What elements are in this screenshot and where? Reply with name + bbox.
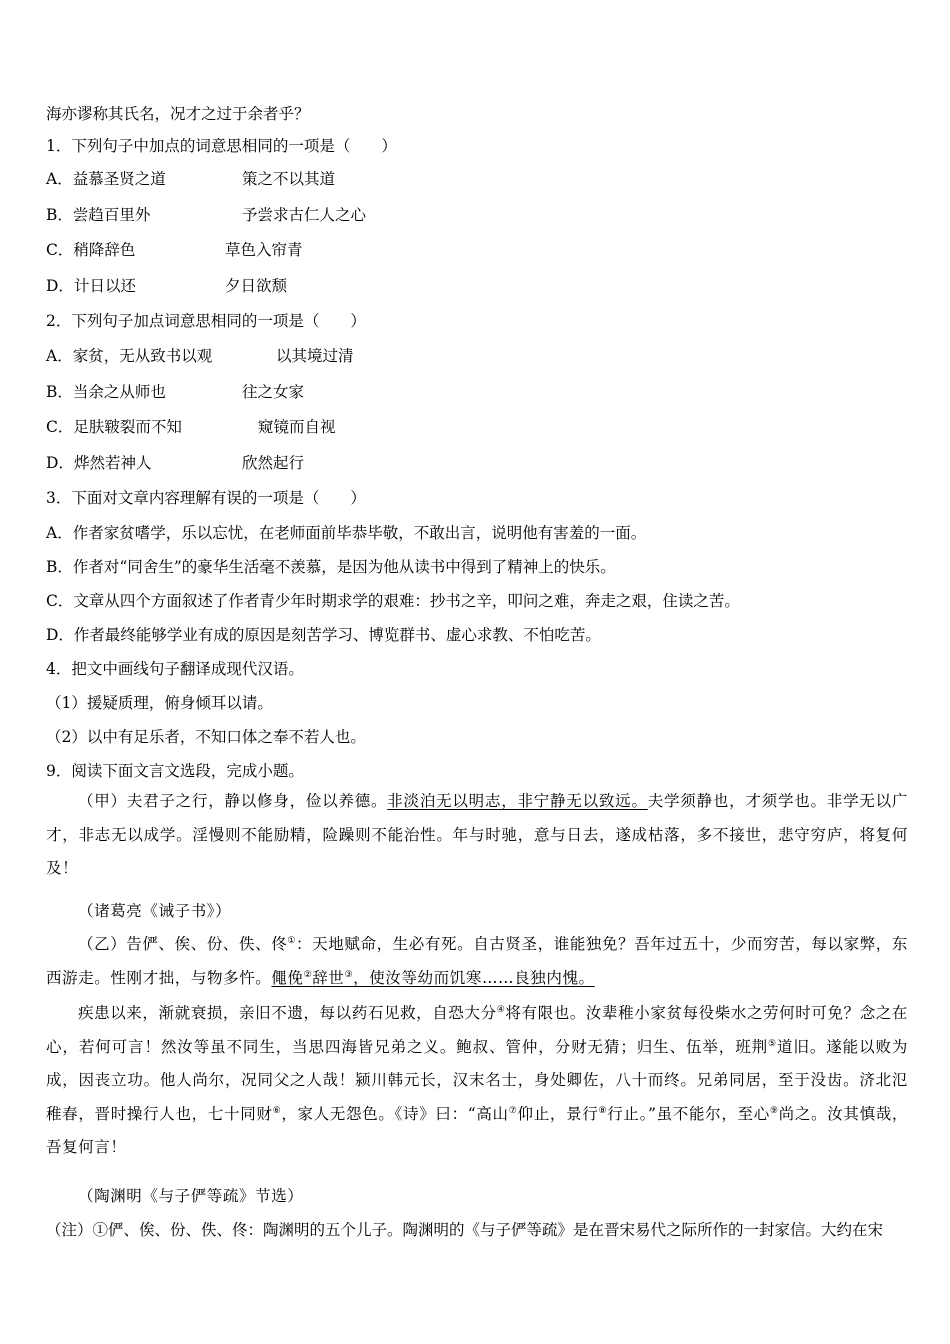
q2-stem: 2．下列句子加点词意思相同的一项是（ ） <box>46 312 366 330</box>
option-text-2: 窥镜而自视 <box>258 418 336 436</box>
footnote-marker: ⑨ <box>769 1105 779 1116</box>
passage-text-a: 疾患以来，渐就衰损，亲旧不遗，每以药石见救，自恐大分 <box>78 1004 497 1022</box>
q1-option-c[interactable] <box>46 240 910 260</box>
option-text-1: 当余之从师也 <box>72 383 166 401</box>
passage-text-g: 尚之。汝其慎哉，吾复何言！ <box>46 1104 909 1156</box>
q3-option-b[interactable]: B．作者对“同舍生”的豪华生活毫不羡慕，是因为他从读书中得到了精神上的快乐。 <box>46 558 616 576</box>
passage-jia-source: （诸葛亮《诫子书》） <box>78 902 232 920</box>
underlined-text-3: ，使汝等幼而饥寒……良独内愧。 <box>353 968 595 987</box>
q1-option-d[interactable] <box>46 276 910 296</box>
option-letter: C． <box>46 241 74 259</box>
passage-text-b: 将有限也。汝辈稚小家贫每役柴水之劳何时可免？念之在心，若何可言！然汝等虽不同生，当思四海皆兄弟之义。鲍叔、管仲，分财无猜；归生、伍举，班荆 <box>46 1004 909 1056</box>
q3-stem: 3．下面对文章内容理解有误的一项是（ ） <box>46 489 366 507</box>
option-text-2: 欣然起行 <box>242 454 305 472</box>
q3-option-a[interactable]: A．作者家贫嗜学，乐以忘忧，在老师面前毕恭毕敬，不敢出言，说明他有害羞的一面。 <box>46 524 647 542</box>
passage-yi-continued <box>46 997 908 1165</box>
option-text-1: 益慕圣贤之道 <box>72 170 166 188</box>
footnote-marker: ① <box>287 935 297 946</box>
option-text-1: 稍降辞色 <box>73 241 136 259</box>
footnote-marker: ④ <box>496 1004 506 1015</box>
option-letter: C． <box>46 418 74 436</box>
q9-stem: 9．阅读下面文言文选段，完成小题。 <box>46 762 304 780</box>
q1-option-b[interactable] <box>46 205 910 225</box>
option-text-2: 往之女家 <box>242 383 305 401</box>
passage-yi <box>46 928 908 995</box>
option-text-1: 足肤皲裂而不知 <box>73 418 182 436</box>
passage-jia <box>46 785 908 886</box>
q3-option-d[interactable]: D．作者最终能够学业有成的原因是刻苦学习、博览群书、虚心求教、不怕吃苦。 <box>46 626 601 644</box>
footnote-marker: ⑧ <box>598 1105 608 1116</box>
option-text-2: 草色入帘青 <box>225 241 303 259</box>
q3-option-c[interactable]: C．文章从四个方面叙述了作者青少年时期求学的艰难：抄书之辛，叩问之难，奔走之艰，住读之苦。 <box>46 592 740 610</box>
option-text-1: 家贫，无从致书以观 <box>72 347 213 365</box>
option-text-1: 烨然若神人 <box>73 454 152 472</box>
option-text-2: 夕日欲颓 <box>225 277 288 295</box>
passage-text-c: 道旧。遂能以败为成，因丧立功。他人尚尔，况同父之人哉！颍川韩元长，汉末名士，身处卿佐，八十而终。兄弟同居，至于没齿。济北氾稚春，晋时操行人也，七十同财 <box>46 1037 909 1123</box>
passage-jia-text-1: （甲）夫君子之行，静以修身，俭以养德。 <box>78 792 388 810</box>
passage-yi-source: （陶渊明《与子俨等疏》节选） <box>78 1187 304 1205</box>
underlined-sentence <box>271 969 594 987</box>
option-letter: B． <box>46 206 73 224</box>
q1-stem: 1．下列句子中加点的词意思相同的一项是（ ） <box>46 137 397 155</box>
footnote-marker: ② <box>303 969 313 980</box>
passage-jia-text-2: 夫学须静也，才须学也。非学无以广才，非志无以成学。淫慢则不能励精，险躁则不能治性。年与时驰，意与日去，遂成枯落，多不接世，悲守穷庐，将复何及！ <box>46 792 908 877</box>
underlined-text-2: 辞世 <box>312 968 345 987</box>
option-text-2: 予尝求古仁人之心 <box>242 206 367 224</box>
option-letter: B． <box>46 383 73 401</box>
underlined-text-1: 僶俛 <box>271 968 304 987</box>
q2-option-c[interactable] <box>46 417 910 437</box>
option-letter: D． <box>46 454 74 472</box>
footnote-marker: ⑥ <box>272 1105 282 1116</box>
footnote-marker: ⑦ <box>508 1105 518 1116</box>
underlined-sentence: 非淡泊无以明志，非宁静无以致远。 <box>387 792 648 810</box>
footnote-marker: ③ <box>344 969 354 980</box>
option-letter: D． <box>46 277 74 295</box>
footnote-marker: ⑤ <box>768 1038 778 1049</box>
q2-option-a[interactable] <box>46 346 910 366</box>
passage-text-e: 仰止，景行 <box>517 1104 599 1123</box>
q4-item-2: （2）以中有足乐者，不知口体之奉不若人也。 <box>46 728 366 746</box>
q2-option-d[interactable] <box>46 453 910 473</box>
q4-item-1: （1）援疑质理，俯身倾耳以请。 <box>46 694 273 712</box>
option-text-2: 以其境过清 <box>276 347 354 365</box>
passage-text-f: 行止。”虽不能尔，至心 <box>607 1104 770 1123</box>
passage-yi-text-1: （乙）告俨、俟、份、佚、佟 <box>78 935 288 953</box>
option-text-2: 策之不以其道 <box>242 170 336 188</box>
intro-line: 海亦谬称其氏名，况才之过于余者乎？ <box>46 105 310 123</box>
passage-yi-text-2: ：天地赋命，生必有死。自古贤圣，谁能独免？吾年过五十，少而穷苦，每以家弊，东西游走。性刚才拙，与物多忤。 <box>46 935 908 987</box>
option-text-1: 计日以还 <box>73 277 136 295</box>
option-letter: A． <box>46 170 73 188</box>
passage-text-d: ，家人无怨色。《诗》曰：“高山 <box>281 1104 509 1123</box>
q2-option-b[interactable] <box>46 382 910 402</box>
footnote: （注）①俨、俟、份、佚、佟：陶渊明的五个儿子。陶渊明的《与子俨等疏》是在晋宋易代之际所作的一封家信。大约在宋 <box>46 1221 884 1239</box>
option-letter: A． <box>46 347 73 365</box>
q4-stem: 4．把文中画线句子翻译成现代汉语。 <box>46 660 304 678</box>
q1-option-a[interactable] <box>46 169 910 189</box>
option-text-1: 尝趋百里外 <box>72 206 151 224</box>
